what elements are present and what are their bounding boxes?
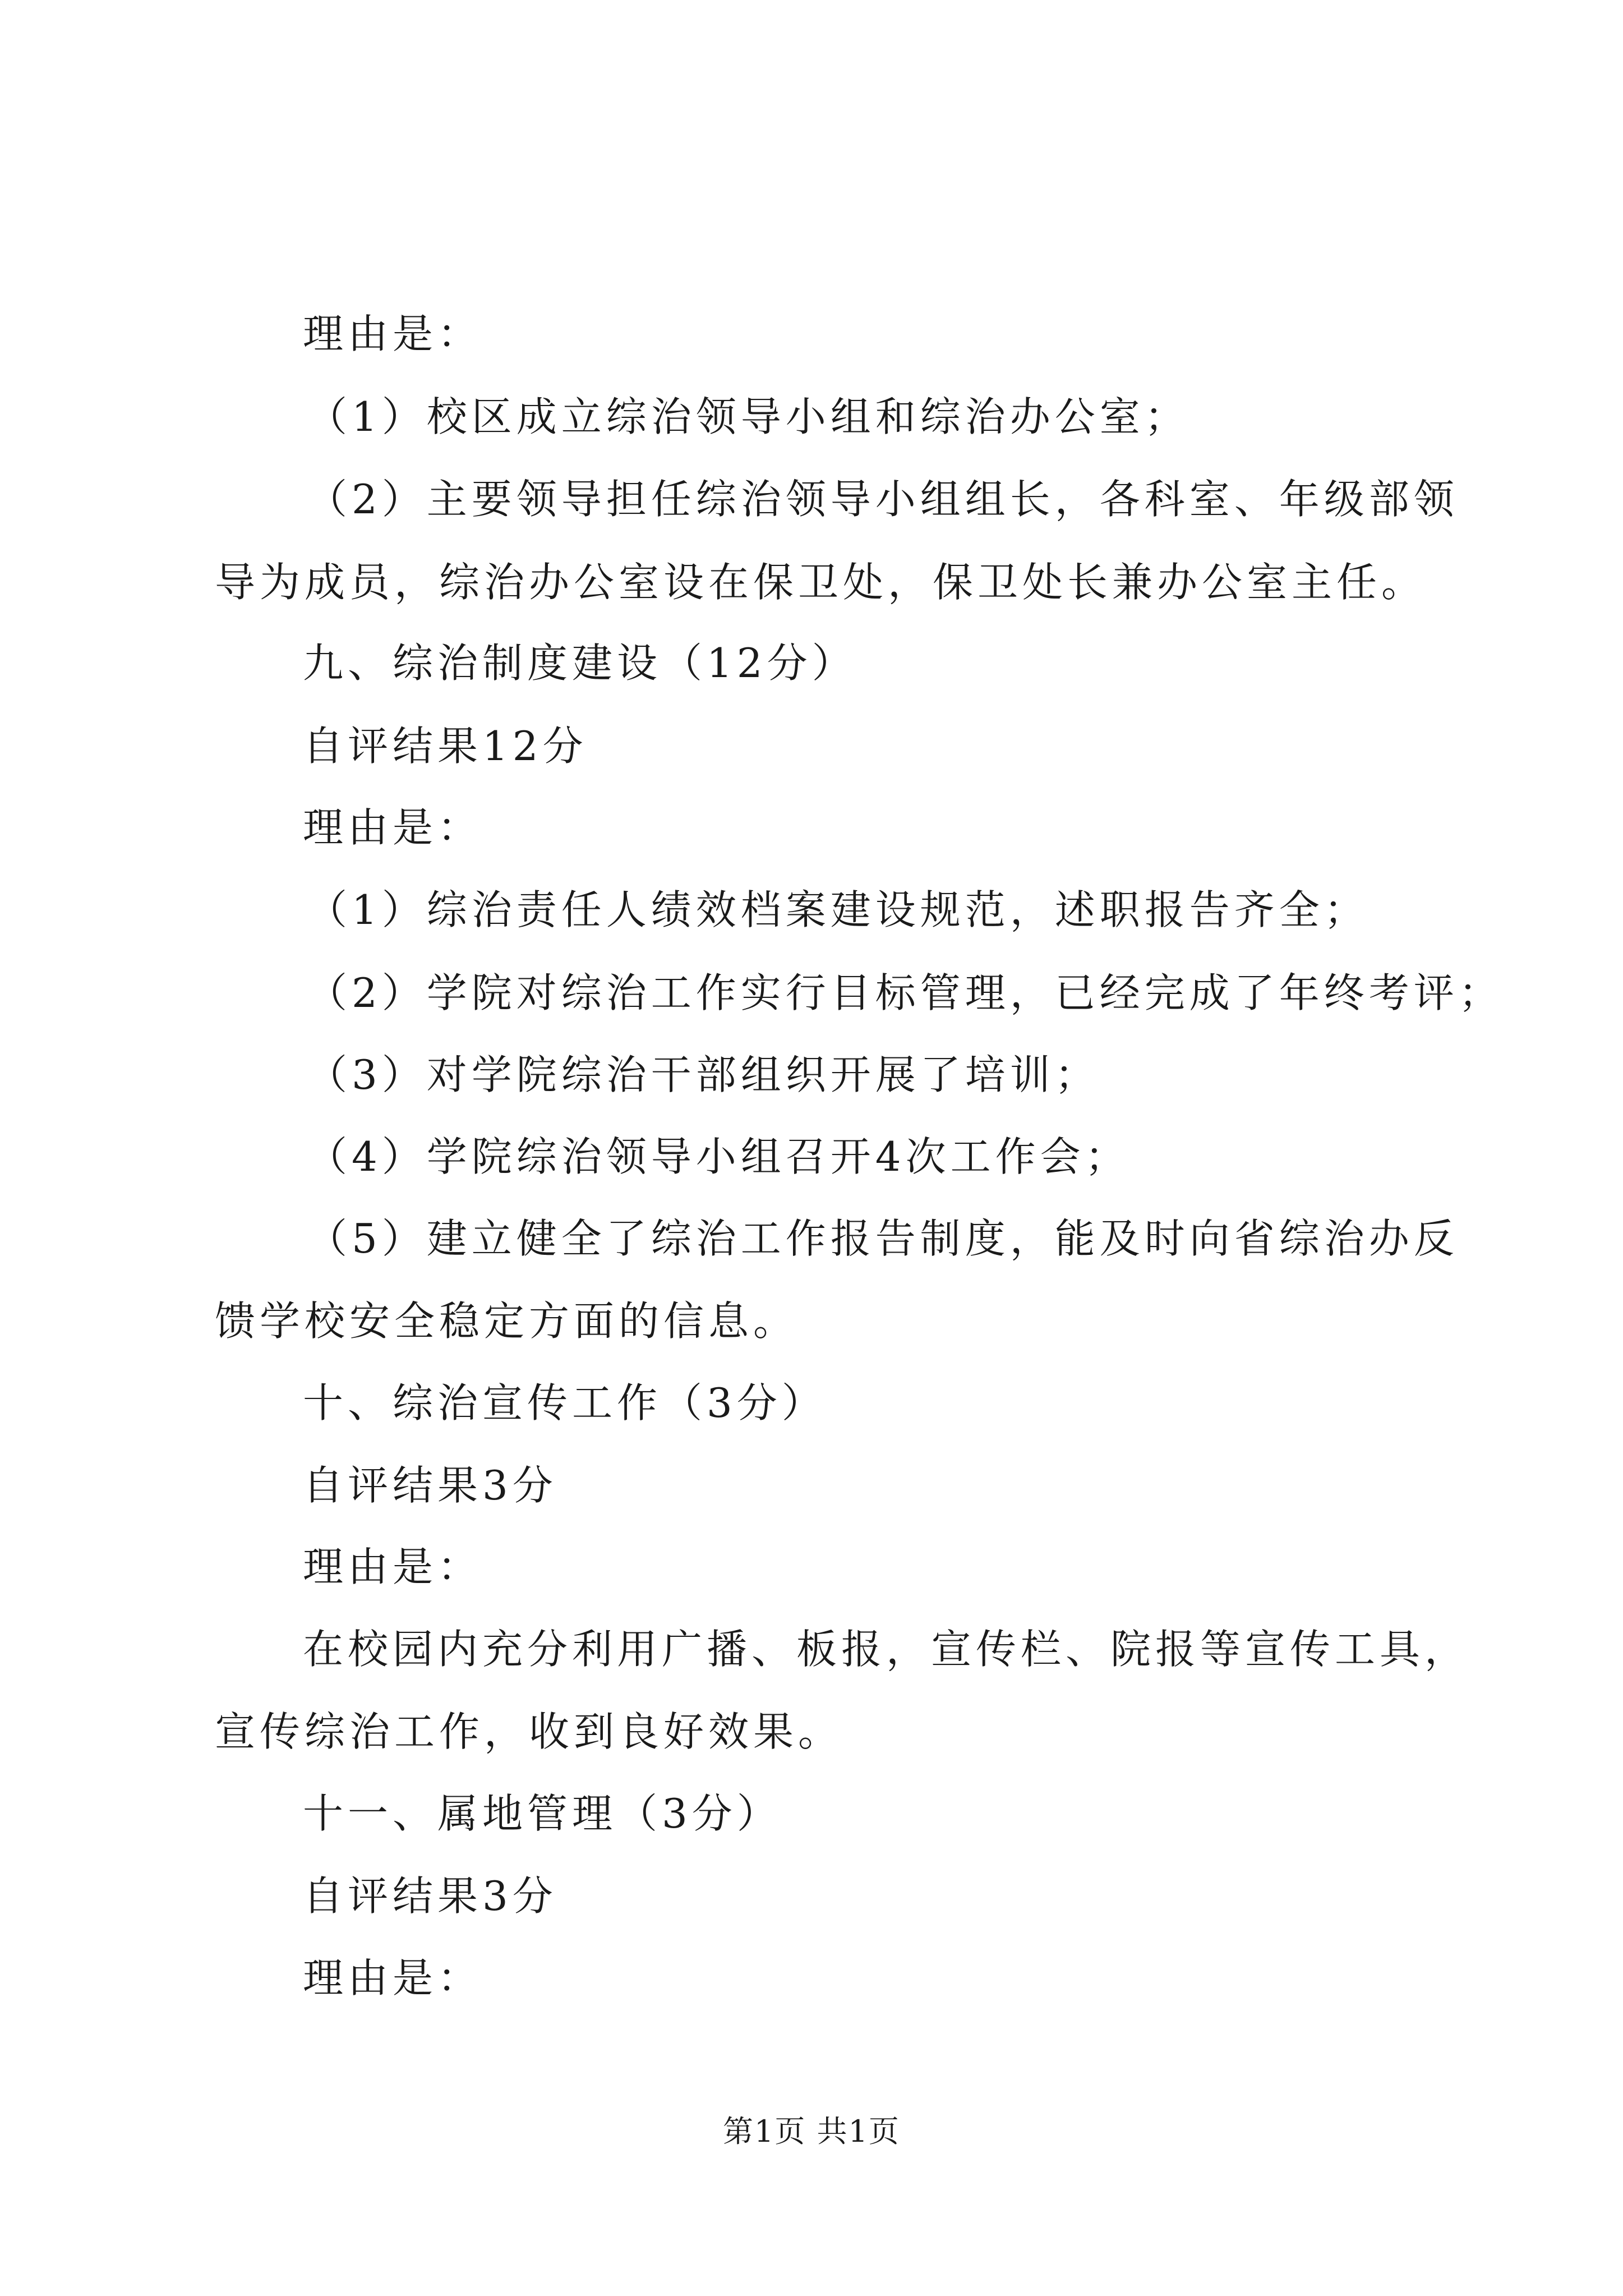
- section-heading: 十、综治宣传工作（3分）: [303, 1379, 827, 1427]
- page-footer: 第1页 共1页: [723, 2114, 900, 2149]
- text-line: 宣传综治工作，收到良好效果。: [215, 1708, 843, 1755]
- section-heading: 九、综治制度建设（12分）: [303, 639, 857, 687]
- score-line: 自评结果3分: [303, 1872, 557, 1920]
- text-line: （3）对学院综治干部组织开展了培训；: [307, 1051, 1100, 1098]
- text-line: 理由是：: [303, 1543, 483, 1590]
- section-heading: 十一、属地管理（3分）: [303, 1790, 782, 1837]
- text-line: 导为成员，综治办公室设在保卫处，保卫处长兼办公室主任。: [215, 559, 1427, 606]
- text-line: 理由是：: [303, 310, 483, 357]
- text-line: 理由是：: [303, 1954, 483, 2001]
- text-line: （2）主要领导担任综治领导小组组长，各科室、年级部领: [307, 476, 1459, 523]
- text-line: 在校园内充分利用广播、板报，宣传栏、院报等宣传工具，: [303, 1626, 1470, 1673]
- text-line: （5）建立健全了综治工作报告制度，能及时向省综治办反: [307, 1215, 1459, 1262]
- text-line: 馈学校安全稳定方面的信息。: [215, 1297, 799, 1345]
- text-line: （1）综治责任人绩效档案建设规范，述职报告齐全；: [307, 886, 1369, 933]
- text-line: （4）学院综治领导小组召开4次工作会；: [307, 1133, 1130, 1180]
- score-line: 自评结果12分: [303, 723, 588, 770]
- text-line: 理由是：: [303, 804, 483, 851]
- text-line: （2）学院对综治工作实行目标管理，已经完成了年终考评；: [307, 969, 1504, 1016]
- text-line: （1）校区成立综治领导小组和综治办公室；: [307, 393, 1189, 440]
- score-line: 自评结果3分: [303, 1462, 557, 1509]
